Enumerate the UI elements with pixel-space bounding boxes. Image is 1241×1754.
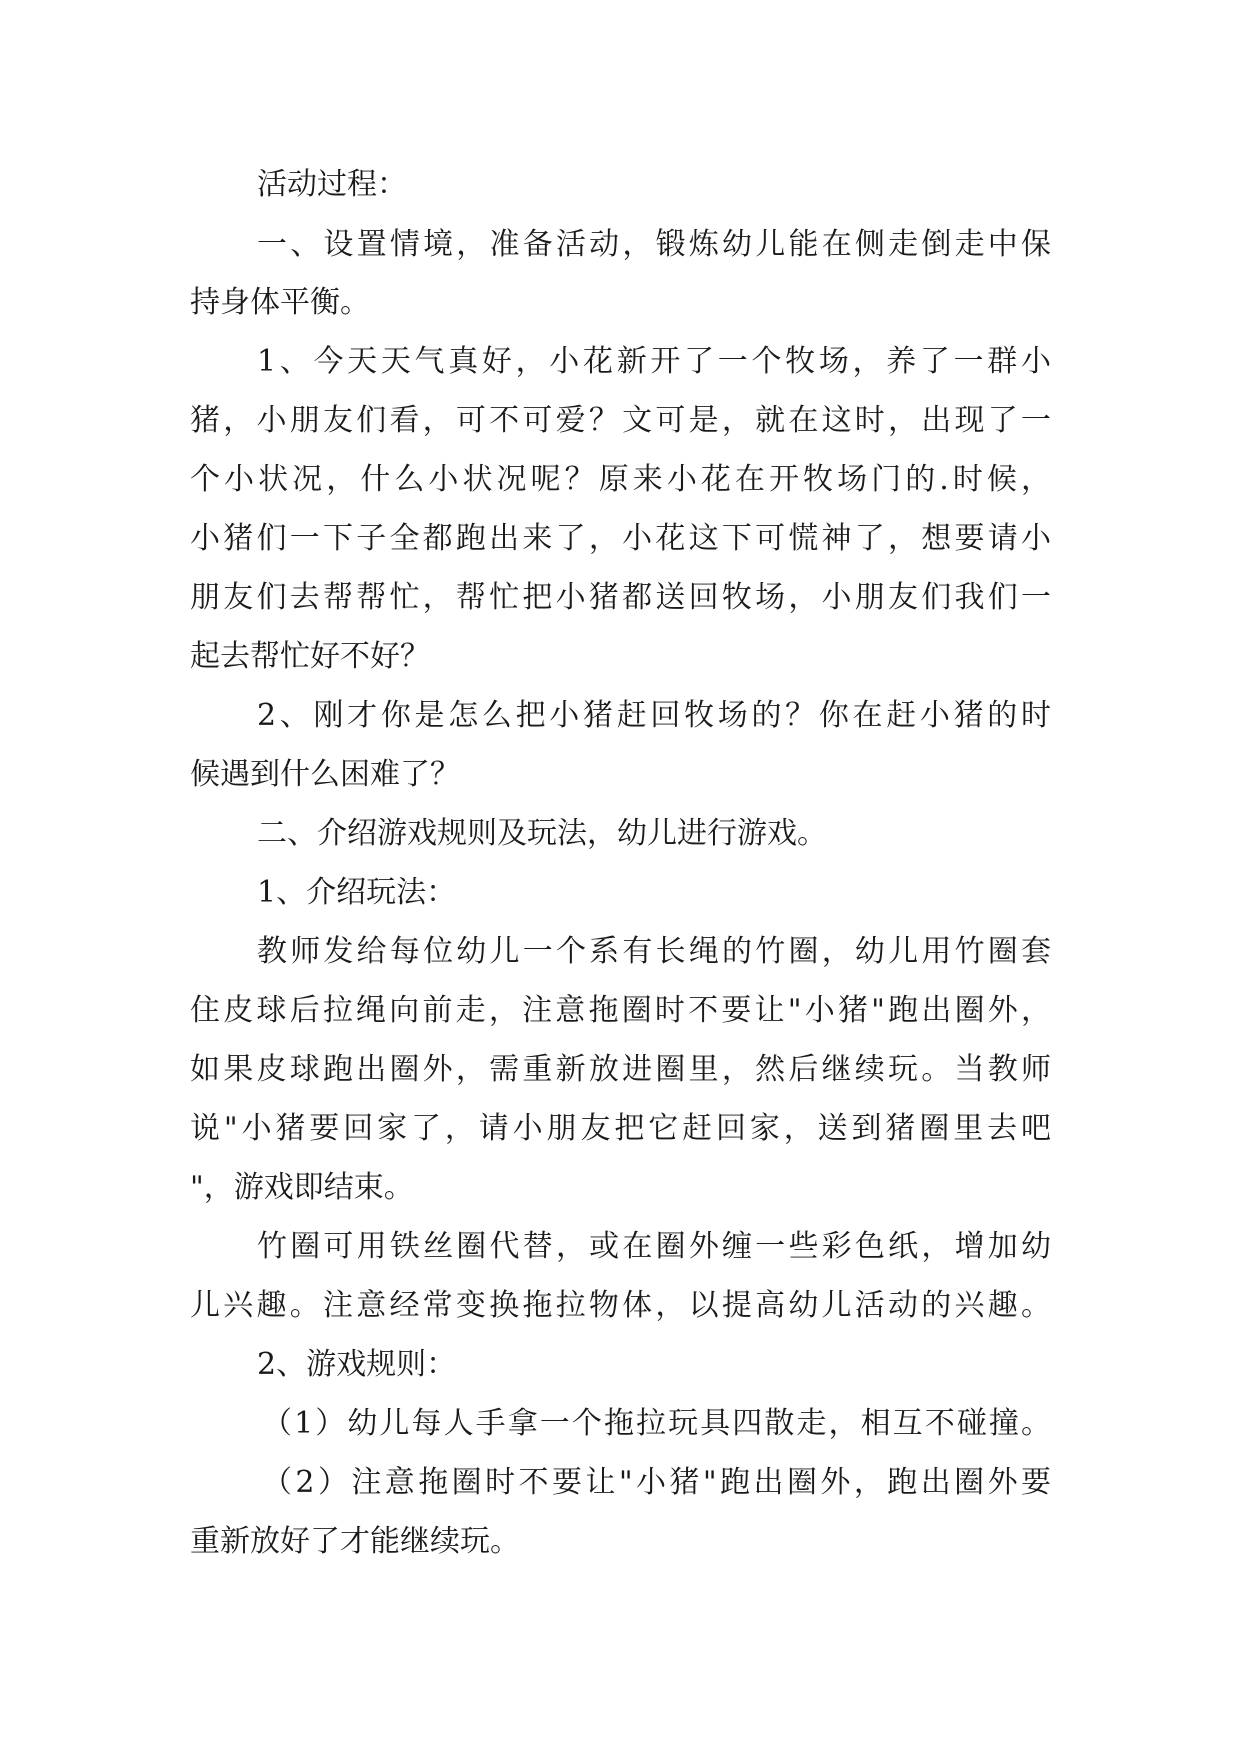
section-heading-activity-process: 活动过程： — [257, 167, 407, 202]
paragraph-line: 小猪们一下子全都跑出来了，小花这下可慌神了，想要请小 — [190, 521, 1051, 556]
section-heading-part-one: 一、设置情境，准备活动，锻炼幼儿能在侧走倒走中保 — [257, 227, 1051, 262]
subheading-how-to-play: 1、介绍玩法： — [257, 875, 457, 910]
paragraph-line: 起去帮忙好不好？ — [190, 639, 430, 674]
paragraph-line: 如果皮球跑出圈外，需重新放进圈里，然后继续玩。当教师 — [190, 1052, 1051, 1087]
paragraph-line: 儿兴趣。注意经常变换拖拉物体，以提高幼儿活动的兴趣。 — [190, 1288, 1051, 1323]
paragraph-line: 1、今天天气真好，小花新开了一个牧场，养了一群小 — [257, 344, 1051, 379]
paragraph-line: 2、刚才你是怎么把小猪赶回牧场的？你在赶小猪的时 — [257, 698, 1051, 733]
subheading-game-rules: 2、游戏规则： — [257, 1347, 457, 1382]
paragraph-line: 朋友们去帮帮忙，帮忙把小猪都送回牧场，小朋友们我们一 — [190, 580, 1051, 615]
section-heading-part-one-cont: 持身体平衡。 — [190, 285, 370, 320]
section-heading-part-two: 二、介绍游戏规则及玩法，幼儿进行游戏。 — [257, 816, 827, 851]
paragraph-line: "，游戏即结束。 — [190, 1170, 414, 1205]
paragraph-line: 候遇到什么困难了？ — [190, 757, 460, 792]
paragraph-line: 猪，小朋友们看，可不可爱？文可是，就在这时，出现了一 — [190, 403, 1051, 438]
rule-item: （2）注意拖圈时不要让"小猪"跑出圈外，跑出圈外要 — [262, 1465, 1051, 1500]
paragraph-line: 竹圈可用铁丝圈代替，或在圈外缠一些彩色纸，增加幼 — [257, 1229, 1051, 1264]
rule-item: （1）幼儿每人手拿一个拖拉玩具四散走，相互不碰撞。 — [262, 1406, 1051, 1441]
paragraph-line: 个小状况，什么小状况呢？原来小花在开牧场门的.时候， — [190, 462, 1051, 497]
paragraph-line: 住皮球后拉绳向前走，注意拖圈时不要让"小猪"跑出圈外， — [190, 993, 1051, 1028]
paragraph-line: 教师发给每位幼儿一个系有长绳的竹圈，幼儿用竹圈套 — [257, 934, 1051, 969]
paragraph-line: 说"小猪要回家了，请小朋友把它赶回家，送到猪圈里去吧 — [190, 1111, 1051, 1146]
rule-item-cont: 重新放好了才能继续玩。 — [190, 1524, 520, 1559]
